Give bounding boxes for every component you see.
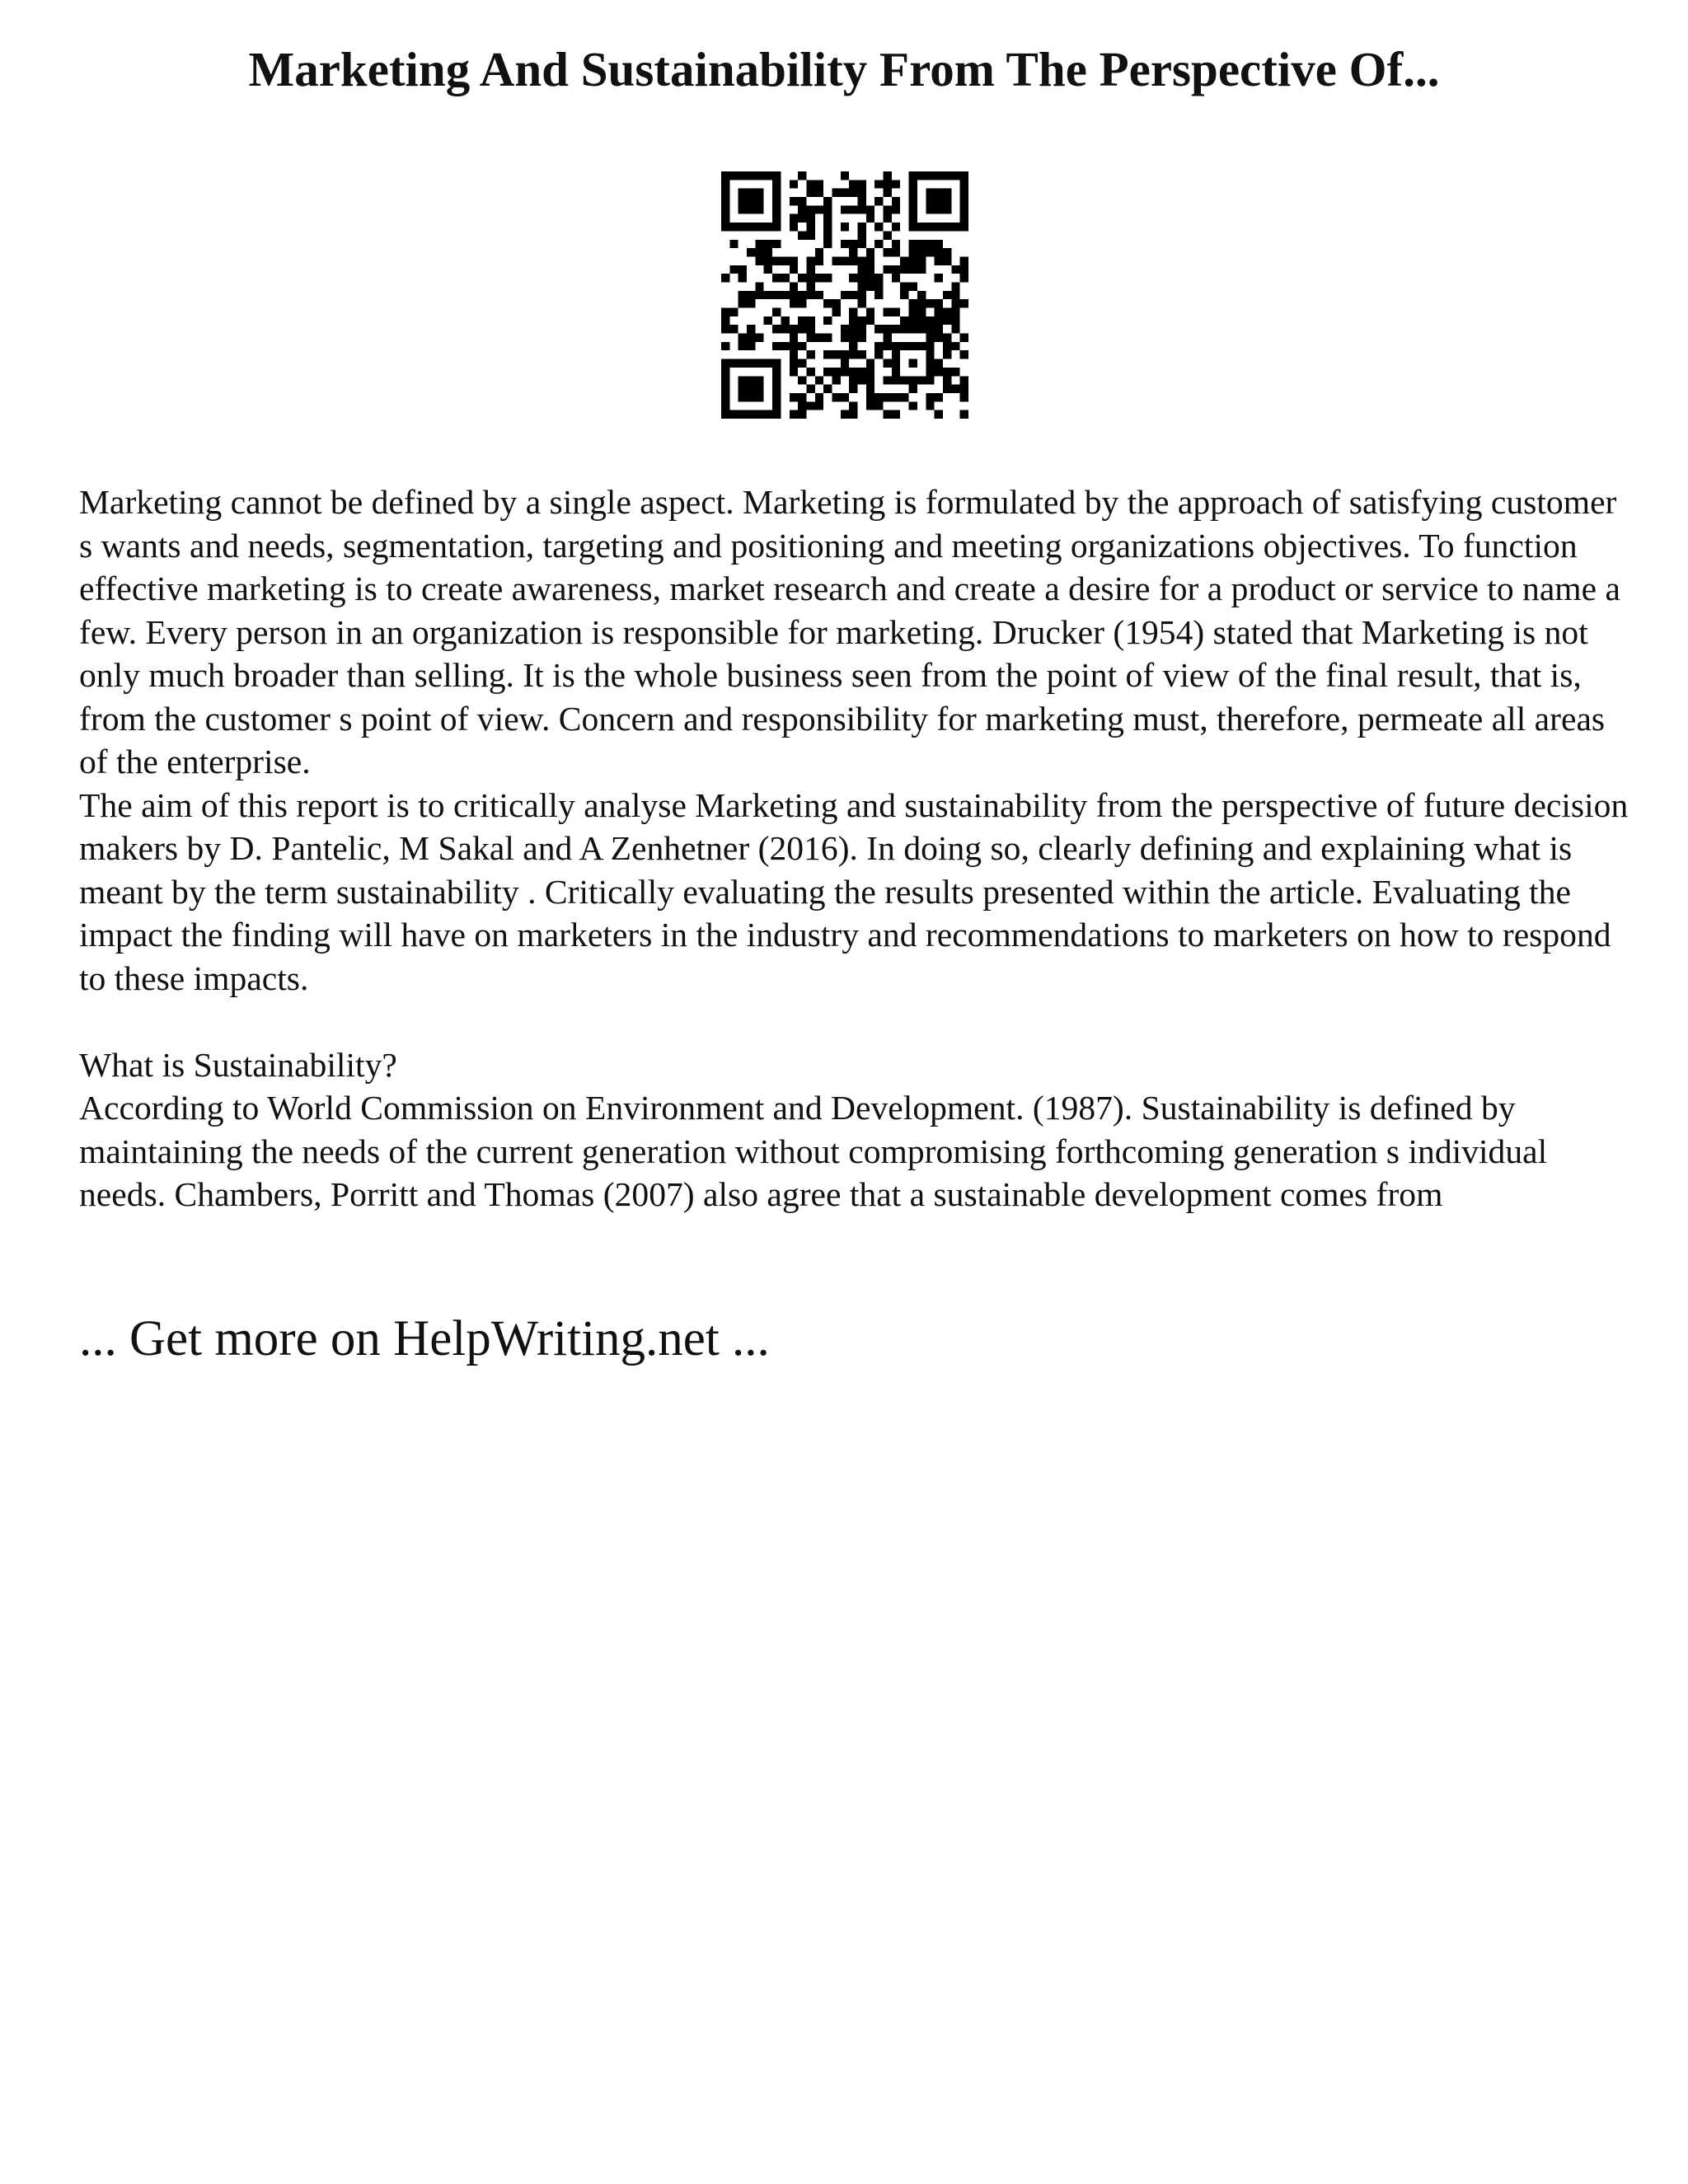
document-body bbox=[79, 480, 1629, 1216]
document-title: Marketing And Sustainability From The Perspective Of... bbox=[248, 42, 1440, 96]
get-more-link[interactable]: ... Get more on HelpWriting.net ... bbox=[79, 1311, 770, 1366]
qr-code-icon bbox=[721, 171, 968, 419]
paragraph-intro: Marketing cannot be defined by a single aspect. Marketing is formulated by the approach of satisfying customer s wants and needs, segmentation, targeting and positioning and meeting organizations objectives. To function effective marketing is to create awareness, market research and create a desire for a product or service to name a few. Every person in an organization is responsible for marketing. Drucker (1954) stated that Marketing is not only much broader than selling. It is the whole business seen from the point of view of the final result, that is, from the customer s point of view. Concern and responsibility for marketing must, therefore, permeate all areas of the enterprise. bbox=[79, 483, 1620, 780]
paragraph-aim: The aim of this report is to critically analyse Marketing and sustainability from the perspective of future decision makers by D. Pantelic, M Sakal and A Zenhetner (2016). In doing so, clearly defining and explaining what is meant by the term sustainability . Critically evaluating the results presented within the article. Evaluating the impact the finding will have on marketers in the industry and recommendations to marketers on how to respond to these impacts. bbox=[79, 785, 1629, 997]
section-heading: What is Sustainability? bbox=[79, 1045, 397, 1084]
paragraph-spacer bbox=[79, 1000, 1629, 1043]
paragraph-sustainability: According to World Commission on Environment and Development. (1987). Sustainability is defined by maintaining the needs of the current generation without compromising forthcoming generation s individual needs. Chambers, Porritt and Thomas (2007) also agree that a sustainable development comes from bbox=[79, 1089, 1548, 1213]
